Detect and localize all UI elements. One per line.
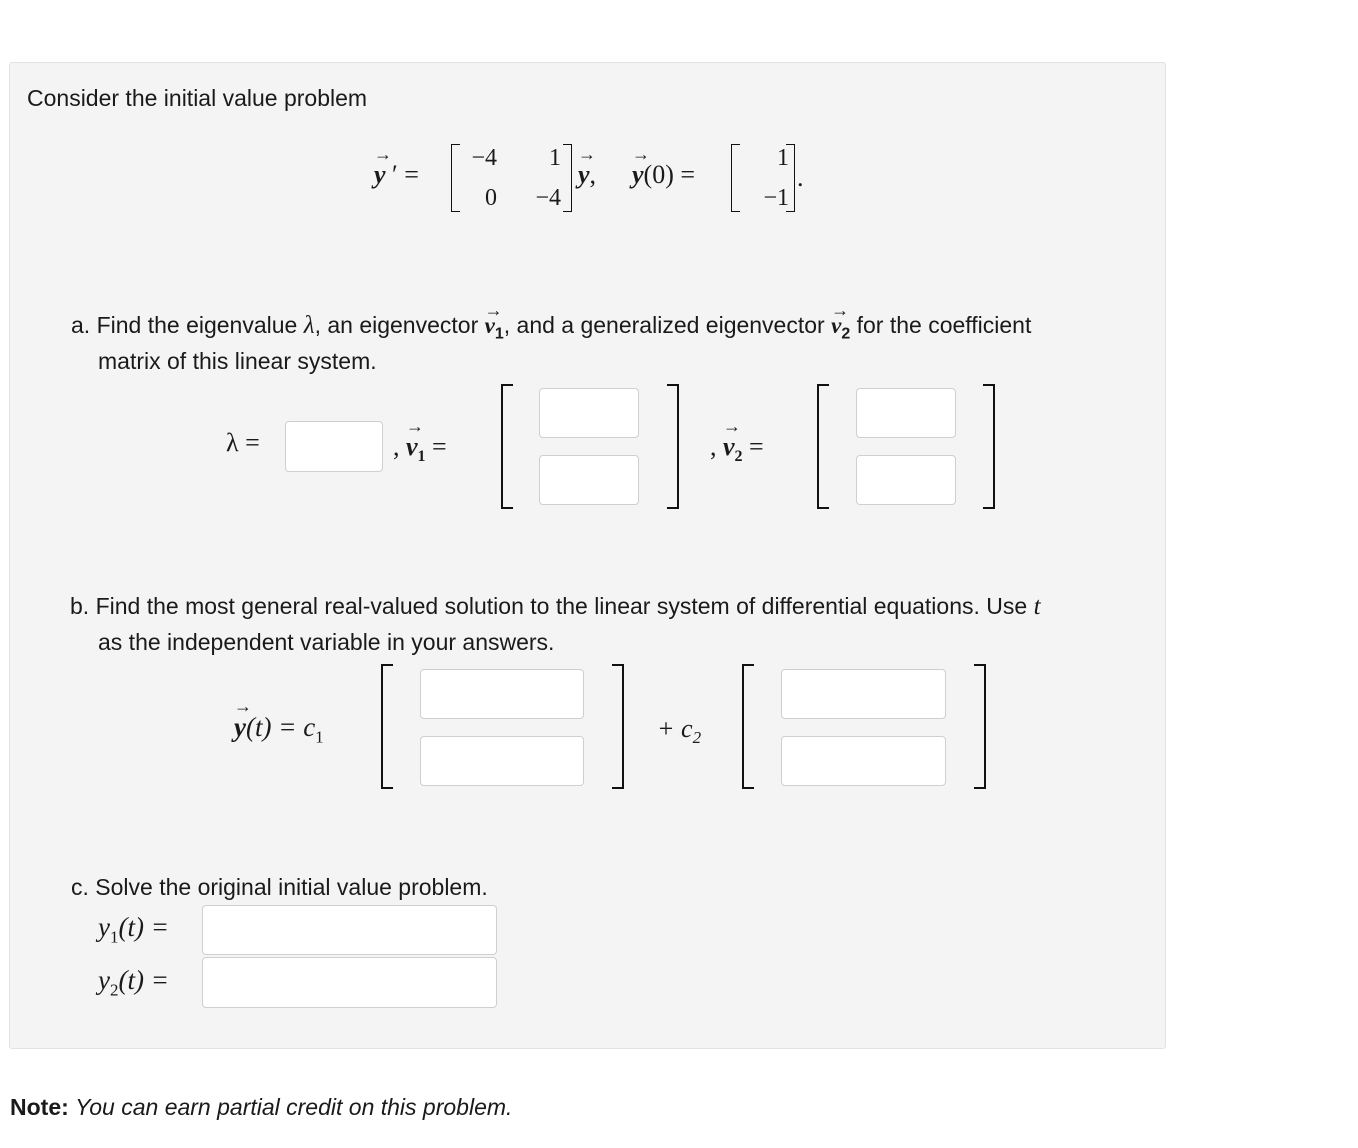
matrix-cell-22: −4 (535, 185, 561, 211)
intro-text: Consider the initial value problem (27, 85, 368, 111)
solution-2-component-2-input[interactable] (781, 736, 946, 786)
matrix-cell-12: 1 (549, 145, 561, 171)
solution-2-bracket-right (974, 664, 986, 789)
y2-label: $y_2(t)$ = (98, 965, 169, 1000)
part-b-question: b. Find the most general real-valued solution to the linear system of differential equations. Use t (70, 593, 1041, 620)
part-a-question-line2: matrix of this linear system. (98, 348, 377, 374)
note-label: Note: (10, 1094, 69, 1120)
lambda-input[interactable] (285, 421, 383, 472)
ic-bracket-right (786, 144, 795, 212)
solution-2-bracket-left (742, 664, 754, 789)
equation-times: → y, (578, 144, 597, 189)
equation-period: . (797, 163, 804, 192)
matrix-cell-21: 0 (485, 185, 497, 211)
part-a-question: a. Find the eigenvalue λ, an eigenvector → $v_1$, and a generalized eigenvector → $v_2$ for the coefficient (71, 300, 1032, 343)
ic-cell-2: −1 (763, 185, 789, 211)
equation-lhs: → y ′ = (374, 144, 419, 189)
plus-c2-label: + $c_2$ (657, 714, 702, 748)
v1-label: , → $v_1$ = (393, 416, 447, 466)
part-c-question: c. Solve the original initial value problem. (71, 874, 488, 900)
matrix-bracket-right (563, 144, 572, 212)
solution-1-bracket-left (381, 664, 393, 789)
solution-1-bracket-right (612, 664, 624, 789)
ic-cell-1: 1 (777, 145, 789, 171)
v2-bracket-left (817, 384, 829, 509)
note-text: You can earn partial credit on this problem. (75, 1094, 513, 1120)
ic-bracket-left (731, 144, 740, 212)
v2-bracket-right (983, 384, 995, 509)
solution-1-component-2-input[interactable] (420, 736, 584, 786)
vector-y: → y (374, 144, 392, 189)
y1-input[interactable] (202, 905, 497, 955)
initial-condition-lhs: → y(0) = (632, 144, 696, 189)
matrix-cell-11: −4 (471, 145, 497, 171)
y2-input[interactable] (202, 957, 497, 1008)
v1-bracket-left (501, 384, 513, 509)
part-b-question-line2: as the independent variable in your answers. (98, 629, 555, 655)
v2-component-2-input[interactable] (856, 455, 956, 505)
v1-bracket-right (667, 384, 679, 509)
y1-label: $y_1(t)$ = (98, 912, 169, 947)
solution-2-component-1-input[interactable] (781, 669, 946, 719)
lambda-label: λ = (226, 428, 260, 457)
general-solution-lhs: → $y(t) = c_1$ (234, 696, 324, 747)
v1-component-1-input[interactable] (539, 388, 639, 438)
v2-component-1-input[interactable] (856, 388, 956, 438)
solution-1-component-1-input[interactable] (420, 669, 584, 719)
v2-label: , → $v_2$ = (710, 416, 764, 466)
v1-component-2-input[interactable] (539, 455, 639, 505)
note (10, 1089, 512, 1125)
